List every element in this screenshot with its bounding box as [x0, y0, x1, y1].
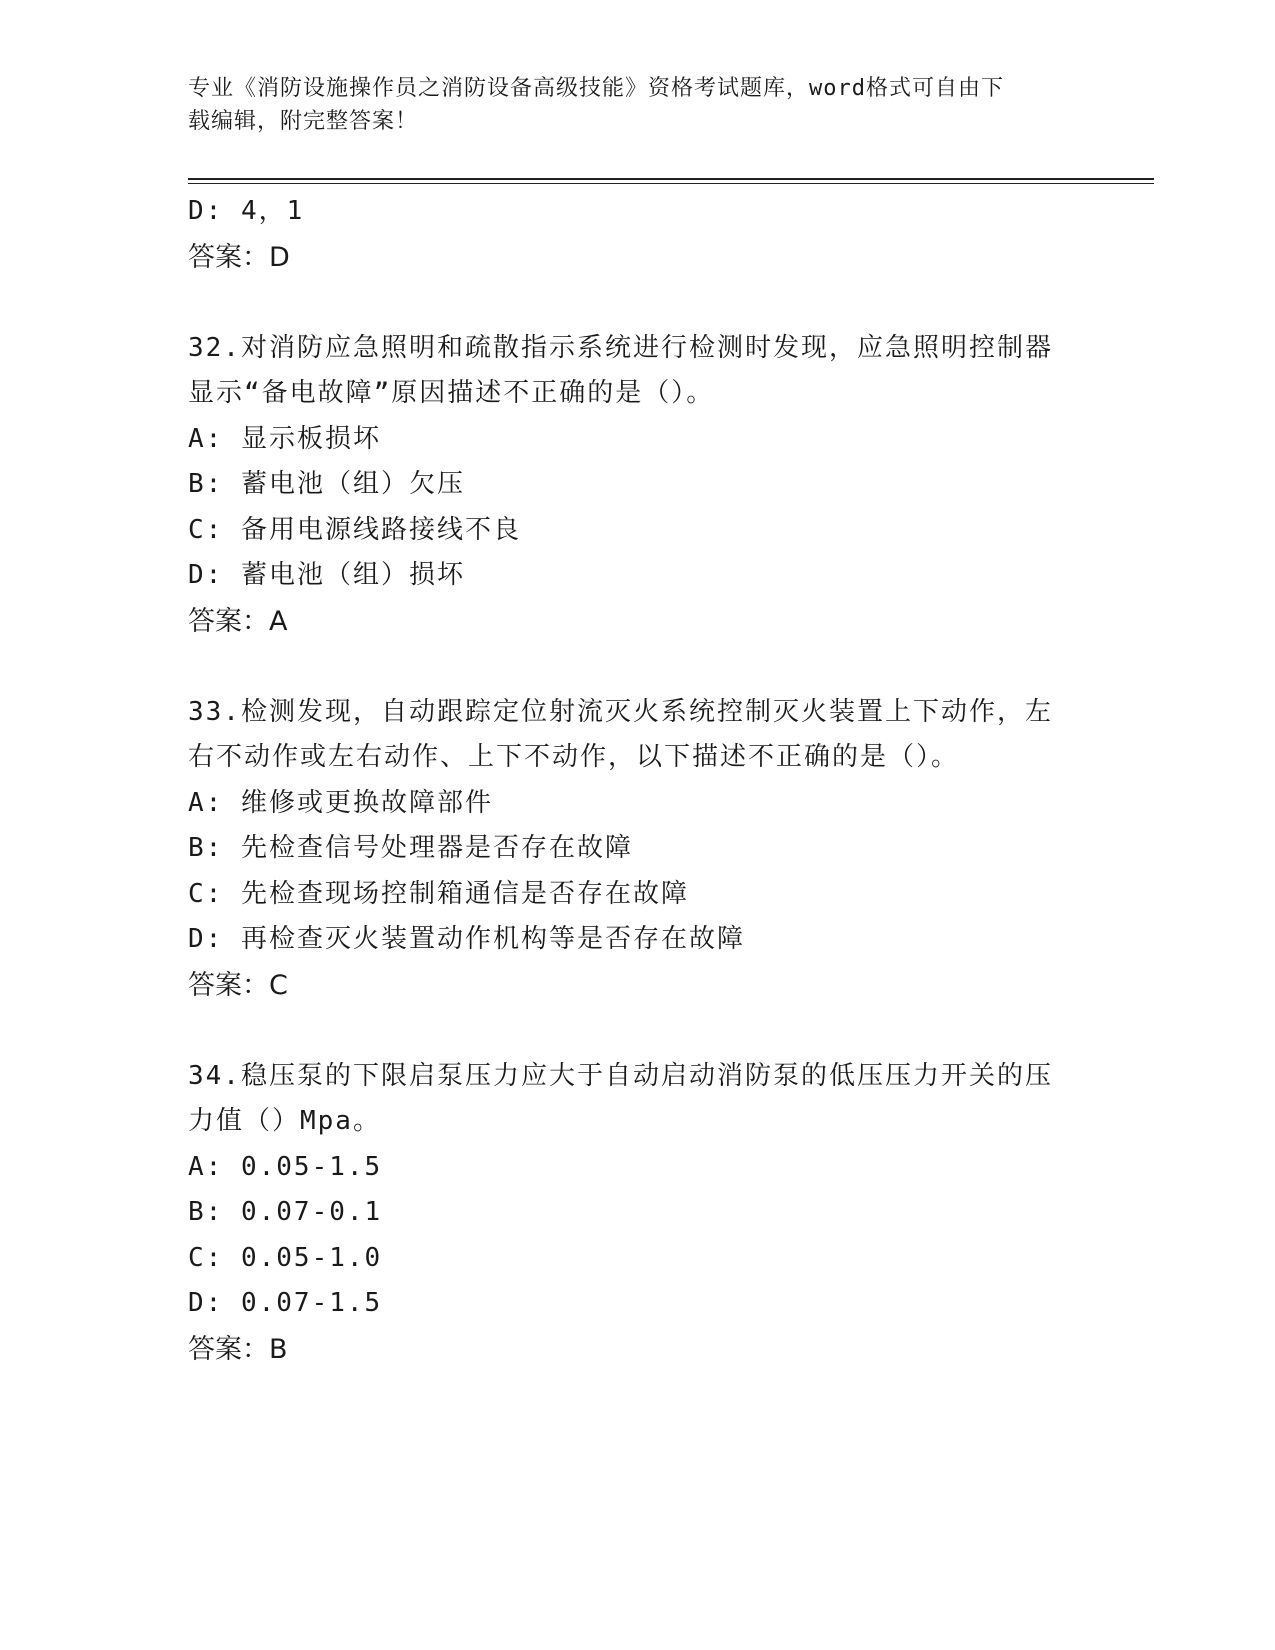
- option-c: C: 0.05-1.0: [188, 1242, 383, 1273]
- option-a: A: 维修或更换故障部件: [188, 787, 493, 818]
- answer: 答案：B: [188, 1333, 288, 1365]
- option-d: D: 蓄电池（组）损坏: [188, 560, 465, 590]
- question-stem-line: 33.检测发现，自动跟踪定位射流灭火系统控制灭火装置上下动作，左: [188, 696, 1053, 727]
- question-33: [188, 690, 1088, 1009]
- option-a: A: 0.05-1.5: [188, 1151, 383, 1182]
- option-c: C: 备用电源线路接线不良: [188, 514, 521, 545]
- spacer: [188, 645, 1088, 690]
- option-b: B: 蓄电池（组）欠压: [188, 469, 465, 499]
- option-d: D: 0.07-1.5: [188, 1288, 383, 1318]
- prev-answer: 答案：D: [188, 241, 290, 273]
- answer: 答案：A: [188, 605, 288, 637]
- question-content: [188, 189, 1088, 1373]
- option-a: A: 显示板损坏: [188, 423, 381, 454]
- document-header: [188, 72, 1088, 138]
- answer: 答案：C: [188, 969, 288, 1001]
- prev-option-d: D: 4，1: [188, 196, 305, 226]
- header-divider-thick: [188, 178, 1154, 180]
- option-b: B: 先检查信号处理器是否存在故障: [188, 833, 633, 863]
- question-stem-line: 32.对消防应急照明和疏散指示系统进行检测时发现，应急照明控制器: [188, 332, 1053, 363]
- question-32: [188, 326, 1088, 645]
- header-line-1: 专业《消防设施操作员之消防设备高级技能》资格考试题库，word格式可自由下: [188, 76, 1004, 101]
- question-stem-line: 显示“备电故障”原因描述不正确的是（）。: [188, 378, 715, 408]
- option-b: B: 0.07-0.1: [188, 1197, 383, 1227]
- header-line-2: 载编辑，附完整答案！: [188, 109, 419, 134]
- option-c: C: 先检查现场控制箱通信是否存在故障: [188, 878, 689, 909]
- question-34: [188, 1054, 1088, 1373]
- header-divider-thin: [188, 183, 1154, 184]
- question-stem-line: 力值（）Mpa。: [188, 1106, 381, 1136]
- question-stem-line: 34.稳压泵的下限启泵压力应大于自动启动消防泵的低压压力开关的压: [188, 1060, 1053, 1091]
- spacer: [188, 281, 1088, 326]
- spacer: [188, 1009, 1088, 1054]
- option-d: D: 再检查灭火装置动作机构等是否存在故障: [188, 924, 745, 954]
- question-stem-line: 右不动作或左右动作、上下不动作，以下描述不正确的是（）。: [188, 742, 960, 772]
